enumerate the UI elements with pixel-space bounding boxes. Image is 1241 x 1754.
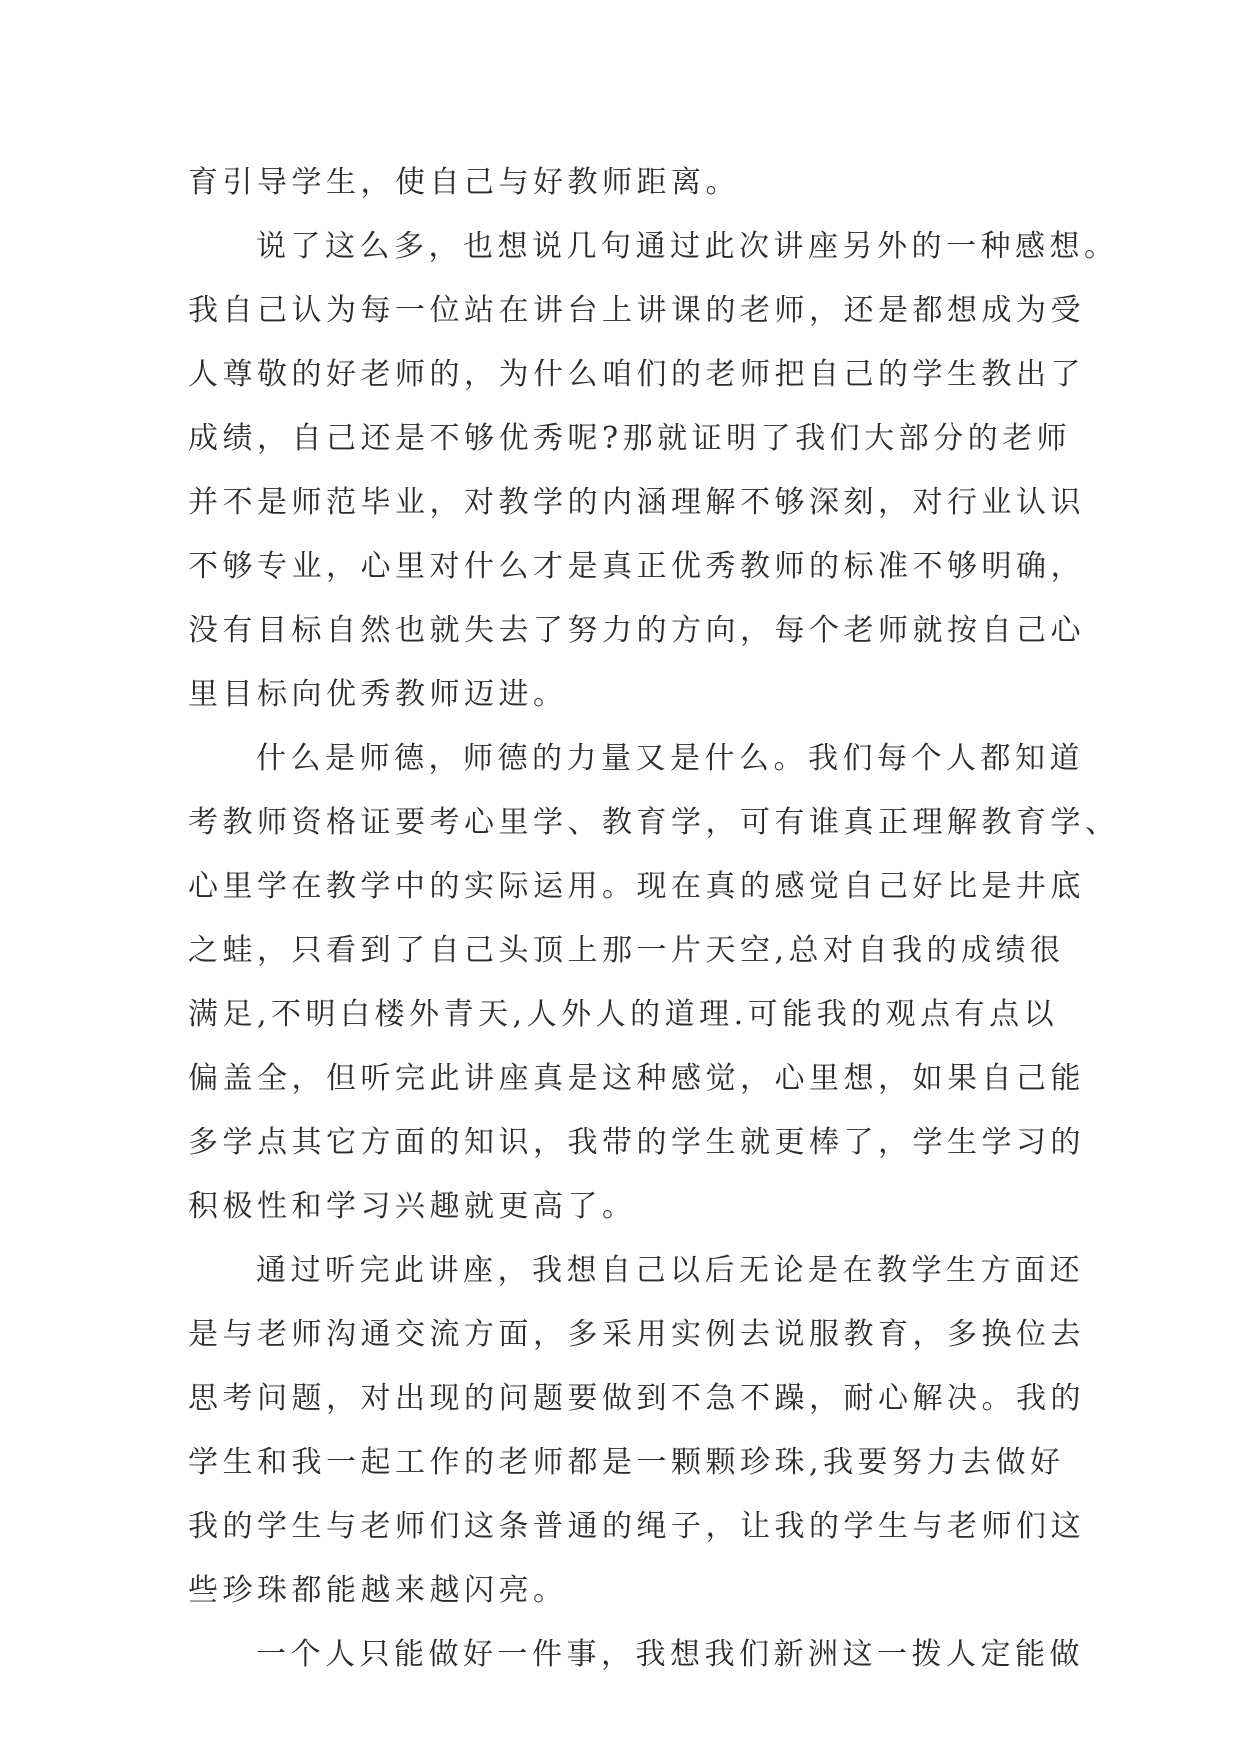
text-line: 考教师资格证要考心里学、教育学，可有谁真正理解教育学、 bbox=[188, 805, 1120, 840]
text-line: 育引导学生，使自己与好教师距离。 bbox=[188, 165, 740, 200]
text-line: 之蛙，只看到了自己头顶上那一片天空,总对自我的成绩很 bbox=[188, 933, 1065, 968]
text-line: 通过听完此讲座，我想自己以后无论是在教学生方面还 bbox=[256, 1253, 1084, 1288]
document-body bbox=[188, 151, 1120, 1687]
text-line: 没有目标自然也就失去了努力的方向，每个老师就按自己心 bbox=[188, 613, 1085, 648]
text-line: 心里学在教学中的实际运用。现在真的感觉自己好比是井底 bbox=[188, 869, 1085, 904]
text-line: 我的学生与老师们这条普通的绳子，让我的学生与老师们这 bbox=[188, 1509, 1085, 1544]
text-line: 并不是师范毕业，对教学的内涵理解不够深刻，对行业认识 bbox=[188, 485, 1085, 520]
text-line: 满足,不明白楼外青天,人外人的道理.可能我的观点有点以 bbox=[188, 997, 1059, 1032]
text-line: 我自己认为每一位站在讲台上讲课的老师，还是都想成为受 bbox=[188, 293, 1085, 328]
text-line: 积极性和学习兴趣就更高了。 bbox=[188, 1189, 637, 1224]
text-line: 偏盖全，但听完此讲座真是这种感觉，心里想，如果自己能 bbox=[188, 1061, 1085, 1096]
text-line: 是与老师沟通交流方面，多采用实例去说服教育，多换位去 bbox=[188, 1317, 1085, 1352]
text-line: 些珍珠都能越来越闪亮。 bbox=[188, 1573, 568, 1608]
text-line: 不够专业，心里对什么才是真正优秀教师的标准不够明确， bbox=[188, 549, 1085, 584]
text-line: 什么是师德，师德的力量又是什么。我们每个人都知道 bbox=[256, 741, 1084, 776]
text-line: 多学点其它方面的知识，我带的学生就更棒了，学生学习的 bbox=[188, 1125, 1085, 1160]
text-line: 里目标向优秀教师迈进。 bbox=[188, 677, 568, 712]
text-line: 思考问题，对出现的问题要做到不急不躁，耐心解决。我的 bbox=[188, 1381, 1085, 1416]
text-line: 说了这么多，也想说几句通过此次讲座另外的一种感想。 bbox=[256, 229, 1119, 264]
text-line: 成绩，自己还是不够优秀呢?那就证明了我们大部分的老师 bbox=[188, 421, 1072, 456]
text-line: 学生和我一起工作的老师都是一颗颗珍珠,我要努力去做好 bbox=[188, 1445, 1065, 1480]
text-line: 一个人只能做好一件事，我想我们新洲这一拨人定能做 bbox=[256, 1637, 1084, 1672]
text-line: 人尊敬的好老师的，为什么咱们的老师把自己的学生教出了 bbox=[188, 357, 1085, 392]
